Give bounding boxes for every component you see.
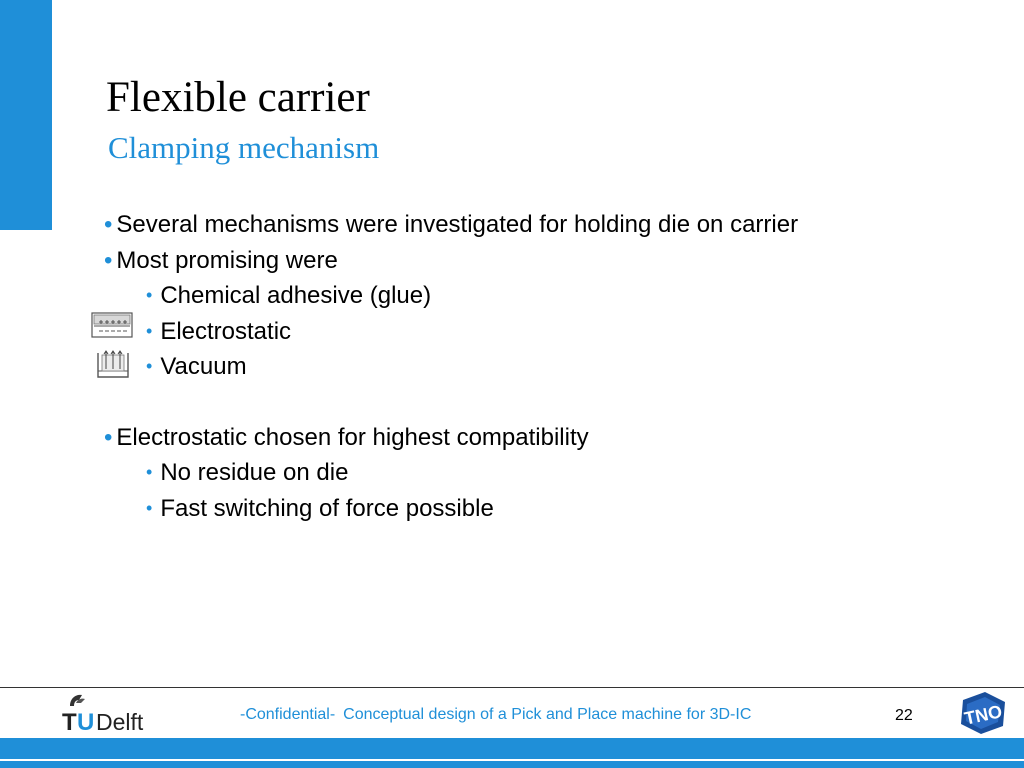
footer-divider bbox=[0, 687, 1024, 688]
svg-text:T: T bbox=[62, 709, 77, 734]
sub-bullet-item bbox=[146, 455, 348, 492]
svg-text:U: U bbox=[77, 709, 95, 734]
tu-delft-logo bbox=[62, 692, 172, 734]
footer-stripe bbox=[0, 759, 1024, 761]
bullet-text: Several mechanisms were investigated for holding die on carrier bbox=[116, 211, 799, 238]
footer-caption bbox=[240, 706, 751, 724]
bullet-text: Fast switching of force possible bbox=[160, 495, 494, 522]
bullet-text: Most promising were bbox=[116, 247, 338, 274]
bullet-dot-icon: • bbox=[104, 211, 113, 238]
bullet-text: Chemical adhesive (glue) bbox=[160, 282, 432, 309]
bullet-dot-icon: • bbox=[146, 498, 153, 518]
sub-bullet-item bbox=[146, 278, 431, 315]
bullet-dot-icon: • bbox=[104, 424, 113, 451]
tno-logo bbox=[957, 690, 1009, 736]
slide-subtitle: Clamping mechanism bbox=[108, 130, 380, 165]
bullet-dot-icon: • bbox=[146, 462, 153, 482]
sub-bullet-item bbox=[146, 349, 247, 386]
bullet-dot-icon: • bbox=[146, 321, 153, 341]
bullet-text: Vacuum bbox=[160, 353, 247, 380]
page-number: 22 bbox=[895, 707, 913, 724]
bullet-text: No residue on die bbox=[160, 459, 349, 486]
bullet-item bbox=[104, 207, 798, 243]
confidential-label: -Confidential- bbox=[240, 706, 336, 723]
bullet-item bbox=[104, 420, 589, 456]
sub-bullet-item bbox=[146, 491, 494, 528]
electrostatic-clamp-icon bbox=[91, 312, 133, 338]
svg-text:Delft: Delft bbox=[96, 709, 144, 734]
bullet-item bbox=[104, 243, 338, 279]
svg-text:TNO: TNO bbox=[962, 701, 1004, 729]
footer-band bbox=[0, 738, 1024, 768]
vacuum-clamp-icon bbox=[96, 347, 130, 379]
bullet-dot-icon: • bbox=[146, 356, 153, 376]
presentation-description: Conceptual design of a Pick and Place machine for 3D-IC bbox=[343, 706, 752, 723]
sub-bullet-item bbox=[146, 314, 291, 351]
bullet-dot-icon: • bbox=[104, 247, 113, 274]
bullet-text: Electrostatic bbox=[160, 318, 292, 345]
bullet-dot-icon: • bbox=[146, 285, 153, 305]
bullet-text: Electrostatic chosen for highest compatibility bbox=[116, 424, 589, 451]
slide-title: Flexible carrier bbox=[106, 74, 370, 121]
accent-side-bar bbox=[0, 0, 52, 230]
